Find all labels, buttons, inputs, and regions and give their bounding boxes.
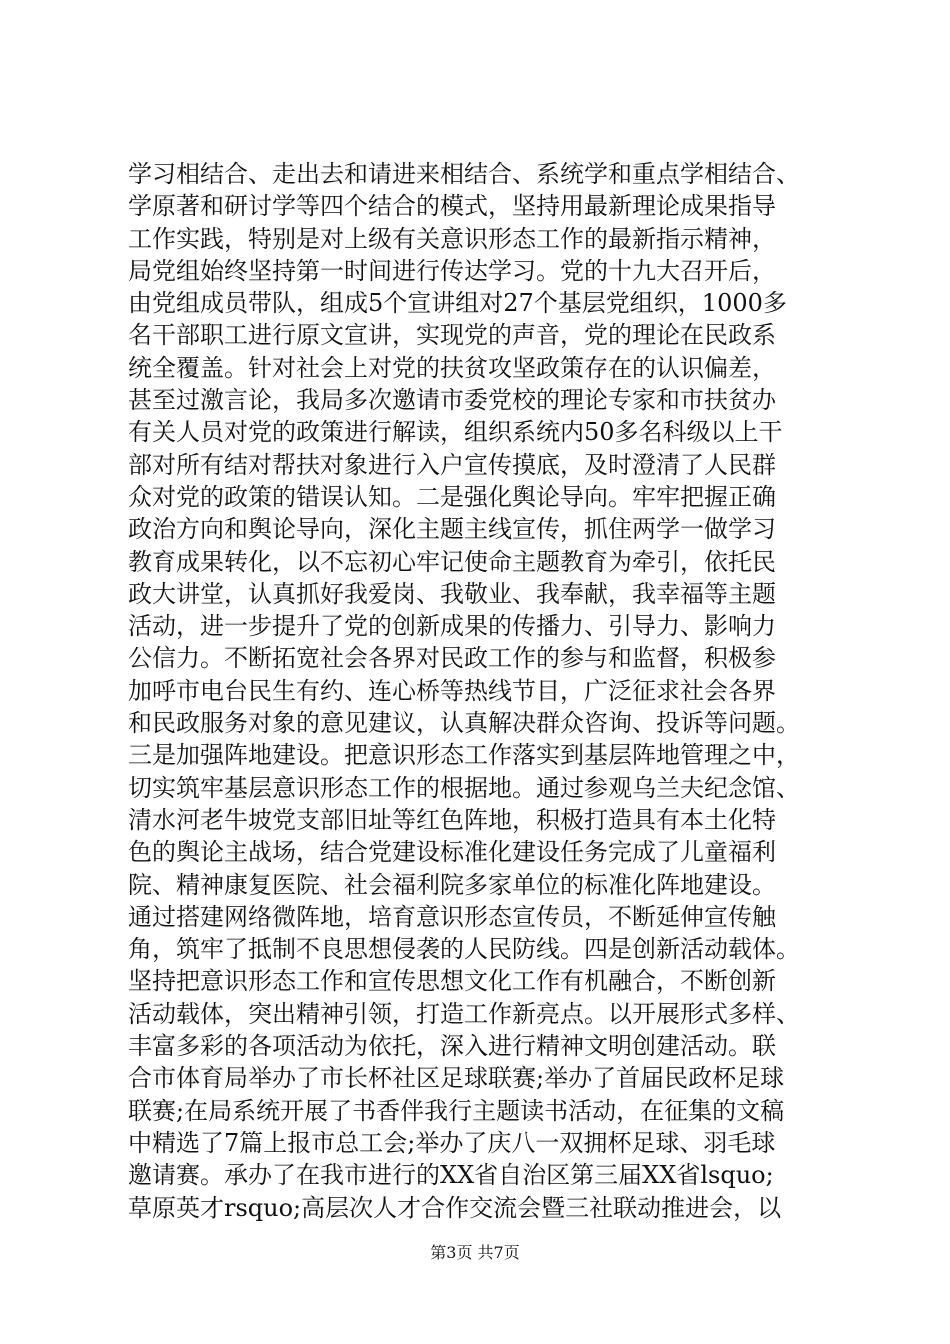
body-text-line: 有关人员对党的政策进行解读，组织系统内50多名科级以上干 [128, 418, 783, 447]
body-text-line: 通过搭建网络微阵地，培育意识形态宣传员，不断延伸宣传触 [128, 902, 776, 931]
page-footer: 第3页 共7页 [430, 1243, 520, 1262]
body-text-line: 众对党的政策的错误认知。二是强化舆论导向。牢牢把握正确 [128, 482, 776, 511]
body-text-line: 丰富多彩的各项活动为依托，深入进行精神文明创建活动。联 [128, 1032, 776, 1061]
body-text-line: 三是加强阵地建设。把意识形态工作落实到基层阵地管理之中， [128, 741, 800, 770]
body-text-line: 清水河老牛坡党支部旧址等红色阵地，积极打造具有本土化特 [128, 805, 776, 834]
body-text-line: 院、精神康复医院、社会福利院多家单位的标准化阵地建设。 [128, 870, 776, 899]
body-text-line: 教育成果转化，以不忘初心牢记使命主题教育为牵引，依托民 [128, 547, 776, 576]
body-text-line: 合市体育局举办了市长杯社区足球联赛;举办了首届民政杯足球 [128, 1064, 785, 1093]
body-text-line: 统全覆盖。针对社会上对党的扶贫攻坚政策存在的认识偏差， [128, 353, 776, 382]
body-text-line: 学习相结合、走出去和请进来相结合、系统学和重点学相结合、 [128, 160, 800, 188]
body-text-line: 甚至过激言论，我局多次邀请市委党校的理论专家和市扶贫办 [128, 386, 776, 415]
body-text-line: 公信力。不断拓宽社会各界对民政工作的参与和监督，积极参 [128, 644, 776, 673]
body-text-line: 政治方向和舆论导向，深化主题主线宣传，抓住两学一做学习 [128, 515, 776, 544]
body-text-line: 活动，进一步提升了党的创新成果的传播力、引导力、影响力 [128, 612, 776, 641]
body-text-line: 草原英才rsquo;高层次人才合作交流会暨三社联动推进会，以 [128, 1193, 782, 1222]
body-text-line: 加呼市电台民生有约、连心桥等热线节目，广泛征求社会各界 [128, 676, 776, 705]
body-text-line: 部对所有结对帮扶对象进行入户宣传摸底，及时澄清了人民群 [128, 450, 776, 479]
body-text-line: 政大讲堂，认真抓好我爱岗、我敬业、我奉献，我幸福等主题 [128, 579, 776, 608]
body-text-line: 切实筑牢基层意识形态工作的根据地。通过参观乌兰夫纪念馆、 [128, 773, 800, 802]
body-text-line: 中精选了7篇上报市总工会;举办了庆八一双拥杯足球、羽毛球 [128, 1128, 776, 1157]
body-text-line: 联赛;在局系统开展了书香伴我行主题读书活动，在征集的文稿 [128, 1096, 785, 1125]
body-text-line: 活动载体，突出精神引领，打造工作新亮点。以开展形式多样、 [128, 999, 800, 1028]
body-text-line: 名干部职工进行原文宣讲，实现党的声音，党的理论在民政系 [128, 321, 776, 350]
body-text-line: 由党组成员带队，组成5个宣讲组对27个基层党组织，1000多 [128, 289, 787, 318]
body-text-line: 局党组始终坚持第一时间进行传达学习。党的十九大召开后， [128, 256, 776, 285]
body-text-line: 和民政服务对象的意见建议，认真解决群众咨询、投诉等问题。 [128, 709, 800, 738]
body-text-line: 角，筑牢了抵制不良思想侵袭的人民防线。四是创新活动载体。 [128, 935, 800, 964]
body-text-line: 色的舆论主战场，结合党建设标准化建设任务完成了儿童福利 [128, 838, 776, 867]
body-text-line: 邀请赛。承办了在我市进行的XX省自治区第三届XX省lsquo; [128, 1161, 774, 1190]
body-text-line: 学原著和研讨学等四个结合的模式，坚持用最新理论成果指导 [128, 192, 776, 221]
body-text-line: 坚持把意识形态工作和宣传思想文化工作有机融合，不断创新 [128, 967, 776, 996]
document-body [128, 158, 828, 1224]
body-text-line: 工作实践，特别是对上级有关意识形态工作的最新指示精神， [128, 224, 776, 253]
